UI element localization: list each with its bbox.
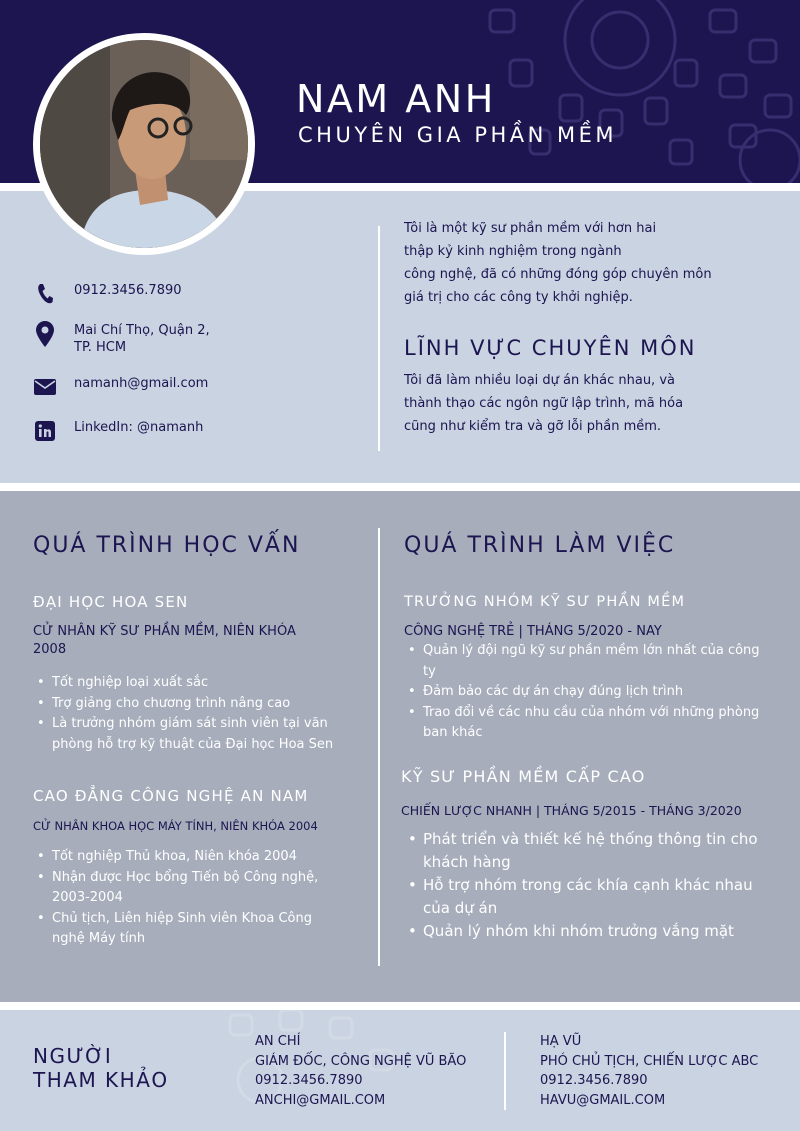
list-item: • Chủ tịch, Liên hiệp Sinh viên Khoa Công nghệ Máy tính bbox=[33, 909, 343, 950]
address-text: Mai Chí Thọ, Quận 2, TP. HCM bbox=[74, 323, 210, 355]
list-item: • Quản lý đội ngũ kỹ sư phần mềm lớn nhất của công ty bbox=[404, 641, 764, 682]
contact-phone bbox=[33, 282, 182, 306]
list-item: • Nhận được Học bổng Tiến bộ Công nghệ, 2003-2004 bbox=[33, 868, 343, 909]
degree-text: CỬ NHÂN KỸ SƯ PHẦN MỀM, NIÊN KHÓA 2008 bbox=[33, 624, 296, 657]
phone-icon bbox=[33, 282, 57, 306]
list-item: • Đảm bảo các dự án chạy đúng lịch trình bbox=[404, 682, 764, 703]
education-heading: QUÁ TRÌNH HỌC VẤN bbox=[33, 533, 301, 558]
reference-email[interactable]: HAVU@GMAIL.COM bbox=[540, 1092, 666, 1108]
expertise-line: Tôi đã làm nhiều loại dự án khác nhau, và bbox=[404, 373, 675, 388]
list-item: • Tốt nghiệp Thủ khoa, Niên khóa 2004 bbox=[33, 847, 343, 868]
reference-phone: 0912.3456.7890 bbox=[540, 1073, 648, 1088]
list-item: • Trao đổi về các nhu cầu của nhóm với những phòng ban khác bbox=[404, 703, 764, 744]
contact-linkedin bbox=[33, 419, 203, 443]
profile-photo bbox=[40, 40, 248, 248]
location-pin-icon bbox=[33, 322, 57, 346]
reference-contact bbox=[255, 1032, 466, 1110]
contact-address bbox=[33, 322, 210, 356]
vertical-divider bbox=[378, 528, 380, 966]
job-company: CÔNG NGHỆ TRẺ | THÁNG 5/2020 - NAY bbox=[404, 624, 662, 639]
references-heading: NGƯỜI THAM KHẢO bbox=[33, 1044, 169, 1092]
school-name: CAO ĐẲNG CÔNG NGHỆ AN NAM bbox=[33, 787, 309, 805]
expertise-heading: LĨNH VỰC CHUYÊN MÔN bbox=[404, 336, 697, 360]
list-item: • Phát triển và thiết kế hệ thống thông tin cho khách hàng bbox=[404, 828, 764, 874]
email-text[interactable]: namanh@gmail.com bbox=[74, 376, 209, 391]
about-line: Tôi là một kỹ sư phần mềm với hơn hai bbox=[404, 221, 657, 236]
about-line: thập kỷ kinh nghiệm trong ngành bbox=[404, 244, 622, 259]
education-bullets bbox=[33, 673, 353, 755]
reference-name: AN CHÍ bbox=[255, 1034, 301, 1049]
reference-position: GIÁM ĐỐC, CÔNG NGHỆ VŨ BÃO bbox=[255, 1053, 467, 1069]
list-item: • Quản lý nhóm khi nhóm trưởng vắng mặt bbox=[404, 920, 764, 943]
reference-position: PHÓ CHỦ TỊCH, CHIẾN LƯỢC ABC bbox=[540, 1053, 759, 1069]
linkedin-text[interactable]: LinkedIn: @namanh bbox=[74, 420, 204, 435]
job-company: CHIẾN LƯỢC NHANH | THÁNG 5/2015 - THÁNG 3/2020 bbox=[401, 803, 742, 818]
reference-name: HẠ VŨ bbox=[540, 1034, 582, 1049]
reference-email[interactable]: ANCHI@GMAIL.COM bbox=[255, 1092, 386, 1108]
expertise-line: thành thạo các ngôn ngữ lập trình, mã hóa bbox=[404, 396, 684, 411]
degree-text: CỬ NHÂN KHOA HỌC MÁY TÍNH, NIÊN KHÓA 2004 bbox=[33, 819, 318, 833]
gear-pattern-decoration bbox=[470, 0, 800, 183]
linkedin-icon bbox=[33, 419, 57, 443]
work-heading: QUÁ TRÌNH LÀM VIỆC bbox=[404, 533, 676, 558]
phone-text: 0912.3456.7890 bbox=[74, 283, 182, 298]
about-paragraph bbox=[404, 217, 764, 309]
mail-icon bbox=[33, 375, 57, 399]
job-role: TRƯỞNG NHÓM KỸ SƯ PHẦN MỀM bbox=[404, 594, 686, 610]
reference-contact bbox=[540, 1032, 758, 1110]
list-item: • Hỗ trợ nhóm trong các khía cạnh khác nhau của dự án bbox=[404, 874, 764, 920]
work-bullets bbox=[404, 641, 764, 744]
vertical-divider bbox=[378, 226, 380, 451]
candidate-title: CHUYÊN GIA PHẦN MỀM bbox=[298, 123, 618, 147]
contact-email bbox=[33, 375, 208, 399]
expertise-paragraph bbox=[404, 369, 764, 438]
job-role: KỸ SƯ PHẦN MỀM CẤP CAO bbox=[401, 767, 646, 786]
expertise-line: cũng như kiểm tra và gỡ lỗi phần mềm. bbox=[404, 419, 662, 434]
candidate-name: NAM ANH bbox=[296, 77, 496, 121]
reference-phone: 0912.3456.7890 bbox=[255, 1073, 363, 1088]
work-bullets bbox=[404, 828, 764, 943]
divider bbox=[0, 1002, 800, 1010]
list-item: • Là trưởng nhóm giám sát sinh viên tại văn phòng hỗ trợ kỹ thuật của Đại học Hoa Sen bbox=[33, 714, 353, 755]
education-bullets bbox=[33, 847, 343, 950]
school-name: ĐẠI HỌC HOA SEN bbox=[33, 593, 189, 611]
vertical-divider bbox=[504, 1032, 506, 1110]
list-item: • Tốt nghiệp loại xuất sắc bbox=[33, 673, 353, 694]
list-item: • Trợ giảng cho chương trình nâng cao bbox=[33, 694, 353, 715]
divider bbox=[0, 483, 800, 491]
about-line: giá trị cho các công ty khởi nghiệp. bbox=[404, 290, 633, 305]
about-line: công nghệ, đã có những đóng góp chuyên môn bbox=[404, 267, 712, 282]
